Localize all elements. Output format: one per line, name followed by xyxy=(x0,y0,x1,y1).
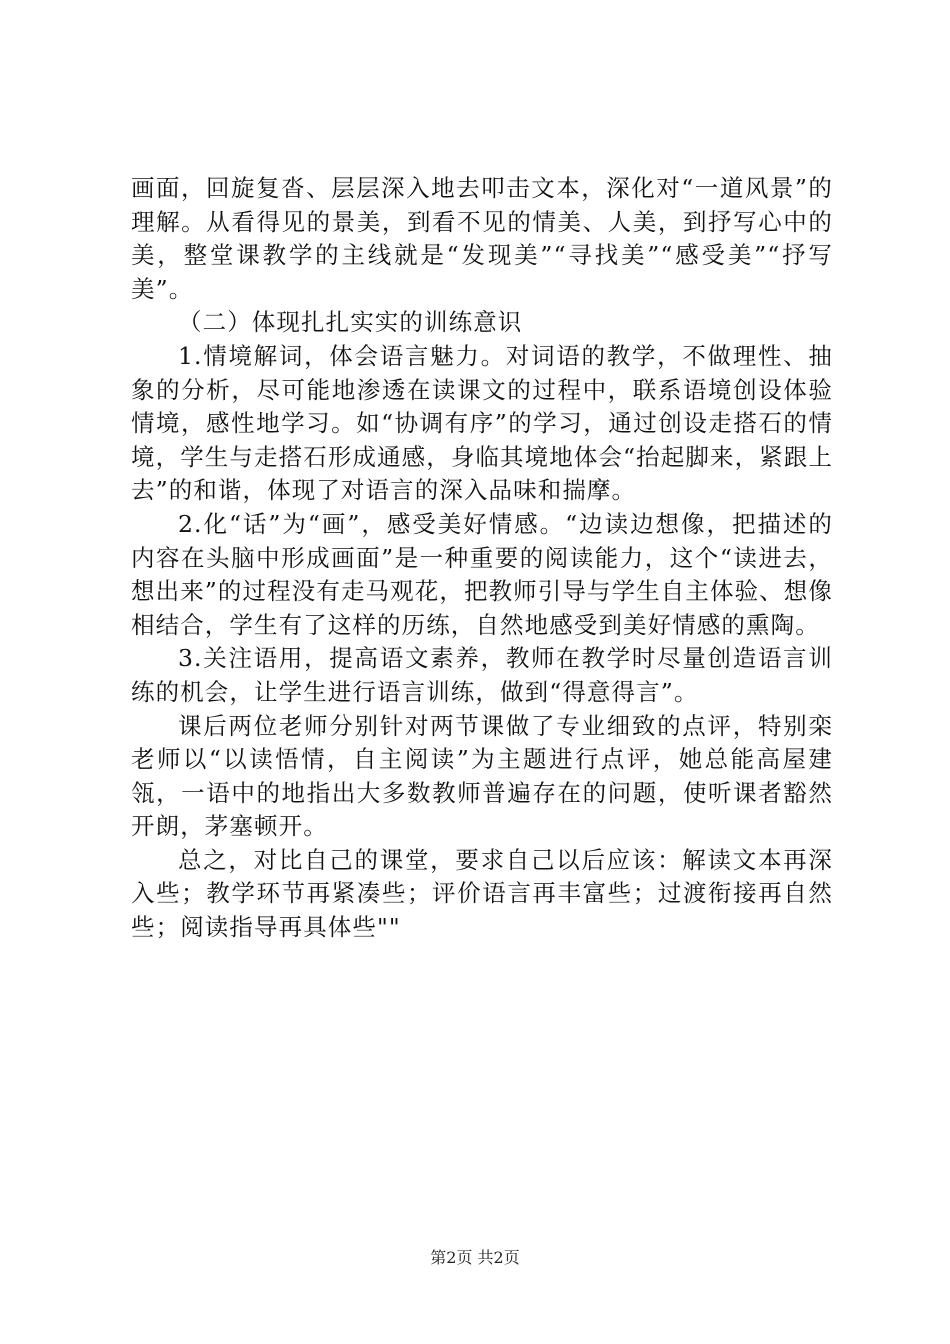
section-heading-training: （二）体现扎扎实实的训练意识 xyxy=(178,308,523,337)
document-body xyxy=(131,172,833,945)
paragraph-point-1: 1.情境解词，体会语言魅力。对词语的教学，不做理性、抽象的分析，尽可能地渗透在读课文的过程中，联系语境创设体验情境，感性地学习。如“协调有序”的学习，通过创设走搭石的情境，学生与走搭石形成通感，身临其境地体会“抬起脚来，紧跟上去”的和谐，体现了对语言的深入品味和揣摩。 xyxy=(131,341,833,505)
paragraph-summary: 总之，对比自己的课堂，要求自己以后应该：解读文本再深入些；教学环节再紧凑些；评价语言再丰富些；过渡衔接再自然些；阅读指导再具体些"" xyxy=(131,845,833,942)
paragraph-review: 课后两位老师分别针对两节课做了专业细致的点评，特别栾老师以“以读悟情，自主阅读”为主题进行点评，她总能高屋建瓴，一语中的地指出大多数教师普遍存在的问题，使听课者豁然开朗，茅塞顿开。 xyxy=(131,711,833,841)
paragraph-continuation: 画面，回旋复沓、层层深入地去叩击文本，深化对“一道风景”的理解。从看得见的景美，到看不见的情美、人美，到抒写心中的美，整堂课教学的主线就是“发现美”“寻找美”“感受美”“抒写美”。 xyxy=(131,174,833,303)
page-number-footer: 第2页 共2页 xyxy=(430,1248,520,1267)
paragraph-point-3: 3.关注语用，提高语文素养，教师在教学时尽量创造语言训练的机会，让学生进行语言训练，做到“得意得言”。 xyxy=(131,644,833,706)
paragraph-point-2: 2.化“话”为“画”，感受美好情感。“边读边想像，把描述的内容在头脑中形成画面”是一种重要的阅读能力，这个“读进去，想出来”的过程没有走马观花，把教师引导与学生自主体验、想像相结合，学生有了这样的历练，自然地感受到美好情感的熏陶。 xyxy=(131,509,833,639)
